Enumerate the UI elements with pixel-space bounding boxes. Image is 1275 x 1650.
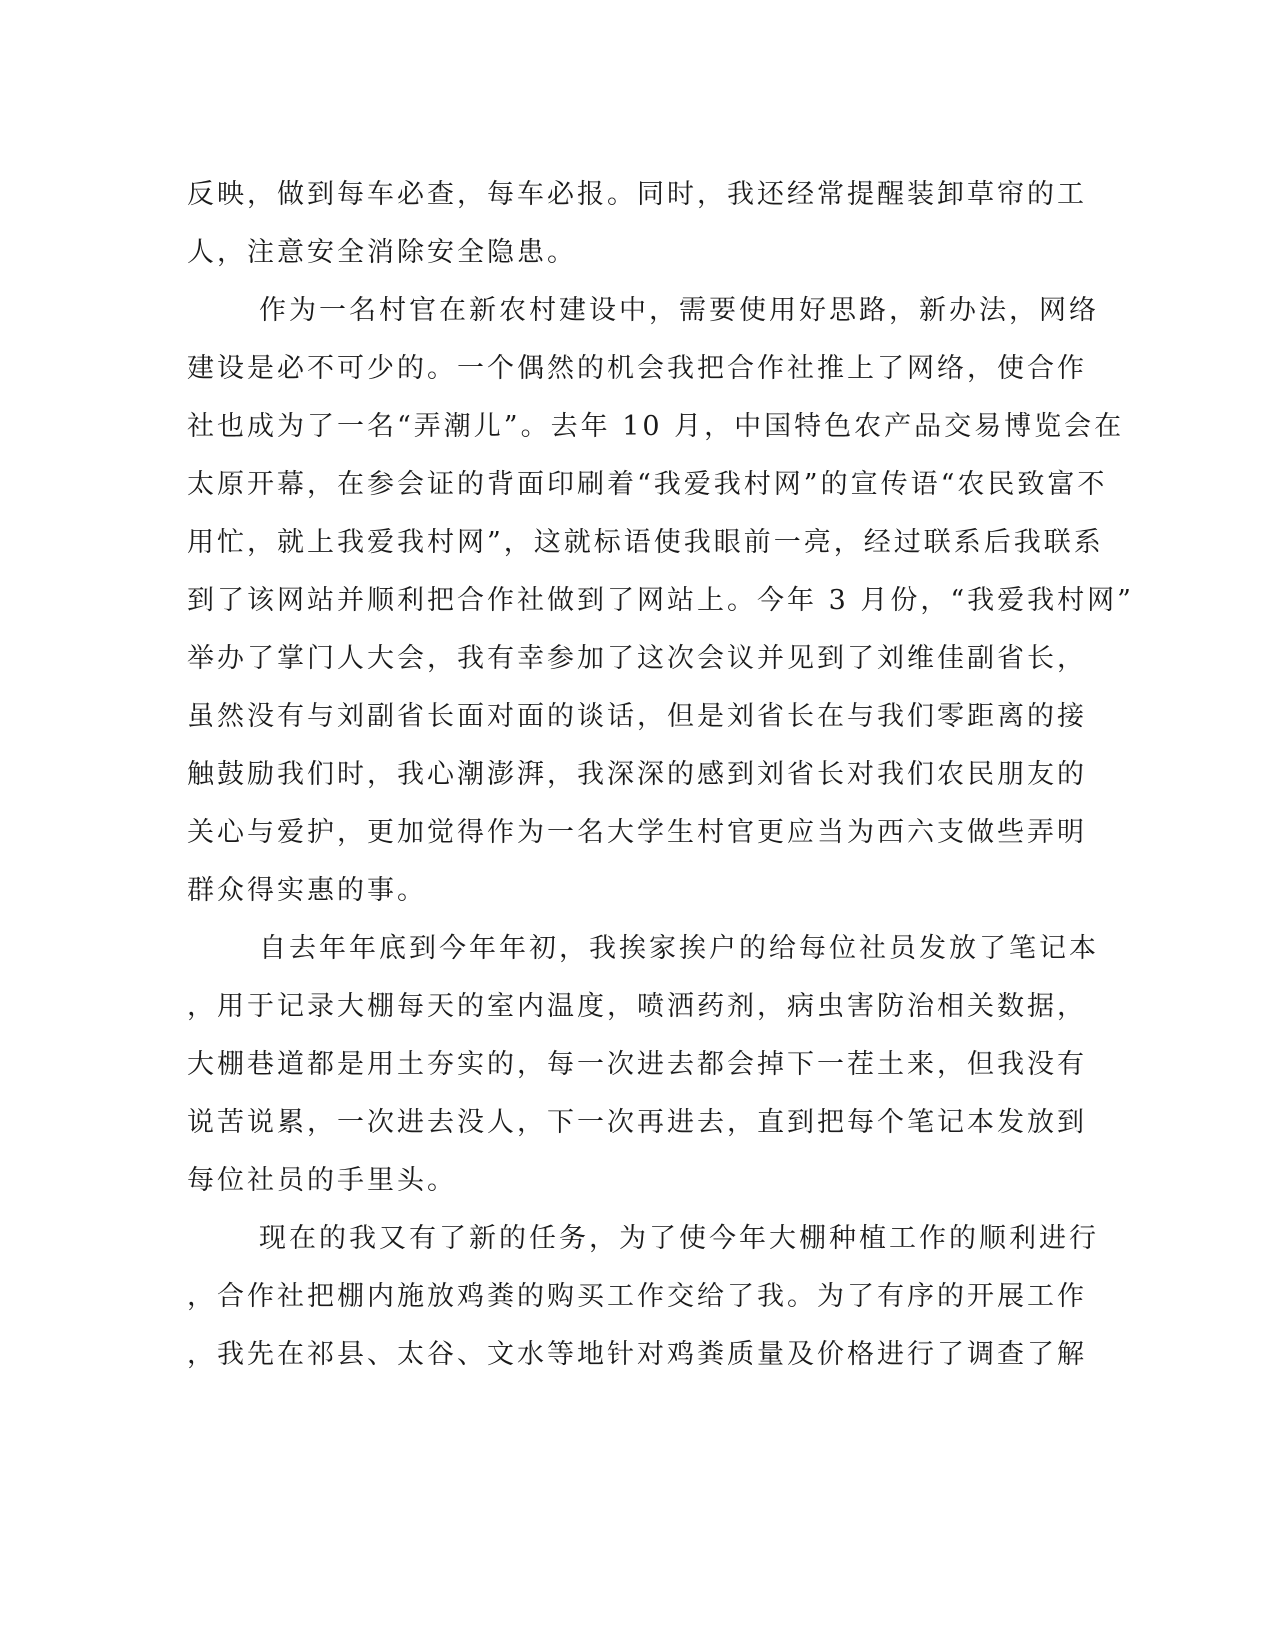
- text-line: 虽然没有与刘副省长面对面的谈话，但是刘省长在与我们零距离的接: [187, 701, 1087, 732]
- text-line: ，合作社把棚内施放鸡粪的购买工作交给了我。为了有序的开展工作: [187, 1281, 1087, 1312]
- text-line: 太原开幕，在参会证的背面印刷着“我爱我村网”的宣传语“农民致富不: [187, 469, 1108, 500]
- paragraph-start-line: 现在的我又有了新的任务，为了使今年大棚种植工作的顺利进行: [259, 1223, 1099, 1254]
- text-line: 反映，做到每车必查，每车必报。同时，我还经常提醒装卸草帘的工: [187, 179, 1087, 210]
- text-line: 群众得实惠的事。: [187, 875, 427, 906]
- text-line: ，用于记录大棚每天的室内温度，喷洒药剂，病虫害防治相关数据，: [187, 991, 1087, 1022]
- text-line: 建设是必不可少的。一个偶然的机会我把合作社推上了网络，使合作: [187, 353, 1087, 384]
- text-line: 关心与爱护，更加觉得作为一名大学生村官更应当为西六支做些弄明: [187, 817, 1087, 848]
- text-line: 举办了掌门人大会，我有幸参加了这次会议并见到了刘维佳副省长，: [187, 643, 1087, 674]
- text-line: 用忙，就上我爱我村网”，这就标语使我眼前一亮，经过联系后我联系: [187, 527, 1104, 558]
- paragraph-start-line: 自去年年底到今年年初，我挨家挨户的给每位社员发放了笔记本: [259, 933, 1099, 964]
- text-line: 说苦说累，一次进去没人，下一次再进去，直到把每个笔记本发放到: [187, 1107, 1087, 1138]
- document-body: [187, 166, 1134, 1384]
- text-line: ，我先在祁县、太谷、文水等地针对鸡粪质量及价格进行了调查了解: [187, 1339, 1087, 1370]
- text-line: 到了该网站并顺利把合作社做到了网站上。今年 3 月份，“我爱我村网”: [187, 585, 1134, 616]
- paragraph-start-line: 作为一名村官在新农村建设中，需要使用好思路，新办法，网络: [259, 295, 1099, 326]
- text-line: 社也成为了一名“弄潮儿”。去年 10 月，中国特色农产品交易博览会在: [187, 411, 1125, 442]
- text-line: 大棚巷道都是用土夯实的，每一次进去都会掉下一茬土来，但我没有: [187, 1049, 1087, 1080]
- text-line: 人，注意安全消除安全隐患。: [187, 237, 577, 268]
- text-line: 每位社员的手里头。: [187, 1165, 457, 1196]
- text-line: 触鼓励我们时，我心潮澎湃，我深深的感到刘省长对我们农民朋友的: [187, 759, 1087, 790]
